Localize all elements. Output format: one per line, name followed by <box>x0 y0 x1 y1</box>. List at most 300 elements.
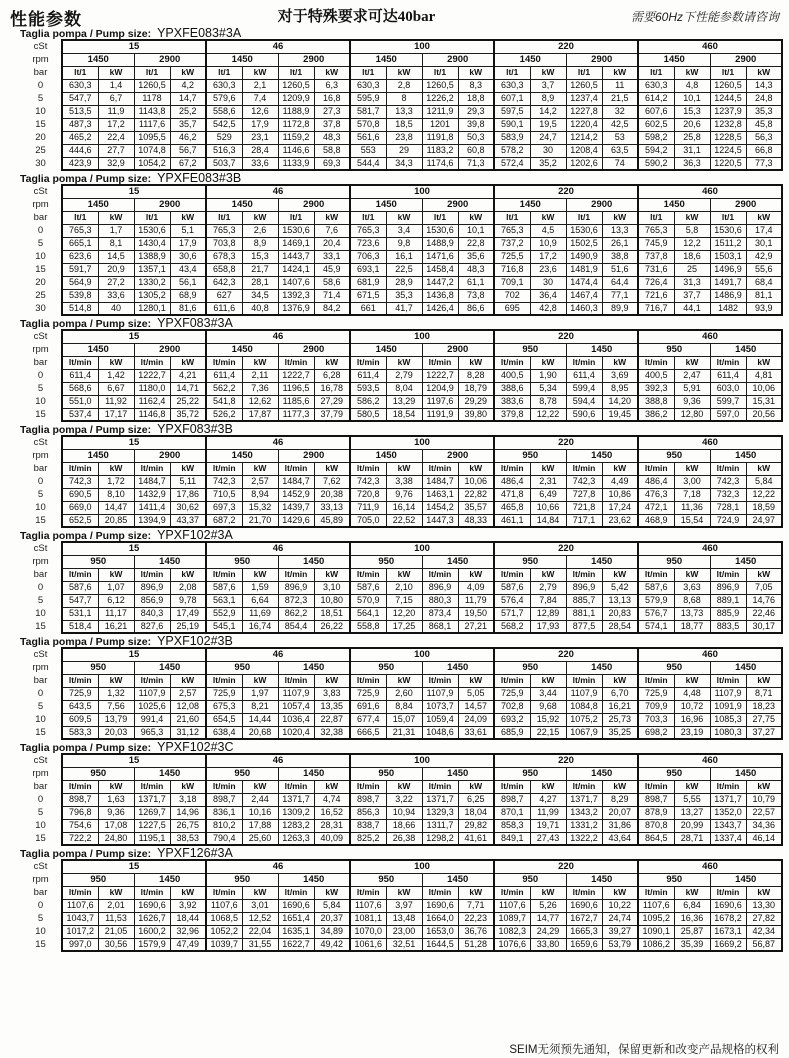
data-cell: 558,8 <box>350 620 386 633</box>
rpm-value: 1450 <box>134 661 206 674</box>
data-cell: 10,66 <box>530 501 566 514</box>
data-cell: 1080,3 <box>710 726 746 739</box>
data-cell: 593,5 <box>350 382 386 395</box>
data-cell: 6,12 <box>98 594 134 607</box>
data-cell: 5,84 <box>746 475 782 488</box>
data-cell: 1502,5 <box>566 237 602 250</box>
rpm-row <box>20 661 782 674</box>
power-unit-label: kW <box>170 462 206 475</box>
data-cell: 23,6 <box>530 263 566 276</box>
data-cell: 33,80 <box>530 938 566 951</box>
data-cell: 1226,2 <box>422 92 458 105</box>
data-cell: 31,1 <box>674 144 710 157</box>
data-row <box>20 395 782 408</box>
data-cell: 742,3 <box>566 475 602 488</box>
data-cell: 21,60 <box>170 713 206 726</box>
rpm-value: 950 <box>206 555 278 568</box>
data-cell: 710,5 <box>206 488 242 501</box>
rpm-value: 2900 <box>134 53 206 66</box>
data-cell: 568,2 <box>494 620 530 633</box>
units-row <box>20 886 782 899</box>
data-cell: 22,4 <box>98 131 134 144</box>
rpm-value: 1450 <box>566 343 638 356</box>
data-cell: 1503,1 <box>710 250 746 263</box>
data-cell: 18,8 <box>458 92 494 105</box>
rpm-value: 2900 <box>278 53 350 66</box>
units-row <box>20 462 782 475</box>
data-cell: 7,18 <box>674 488 710 501</box>
rpm-value: 1450 <box>422 873 494 886</box>
data-cell: 1467,4 <box>566 289 602 302</box>
data-cell: 531,1 <box>62 607 98 620</box>
power-unit-label: kW <box>170 780 206 793</box>
data-cell: 796,8 <box>62 806 98 819</box>
data-row <box>20 276 782 289</box>
power-unit-label: kW <box>242 66 278 79</box>
power-unit-label: kW <box>530 66 566 79</box>
data-cell: 630,3 <box>62 79 98 92</box>
cst-value: 46 <box>206 40 350 53</box>
data-cell: 476,3 <box>638 488 674 501</box>
rpm-value: 1450 <box>566 661 638 674</box>
data-cell: 539,8 <box>62 289 98 302</box>
data-cell: 1376,9 <box>278 302 314 315</box>
page-title: 性能参数 <box>10 10 82 29</box>
data-row <box>20 899 782 912</box>
data-cell: 10,1 <box>458 224 494 237</box>
data-cell: 13,3 <box>602 224 638 237</box>
data-cell: 579,9 <box>638 594 674 607</box>
data-cell: 2,31 <box>530 475 566 488</box>
power-unit-label: kW <box>386 780 422 793</box>
data-cell: 41,61 <box>458 832 494 845</box>
data-cell: 1482 <box>710 302 746 315</box>
data-cell: 1222,7 <box>134 369 170 382</box>
bar-side-label: bar <box>33 357 48 368</box>
data-cell: 20,9 <box>98 263 134 276</box>
flow-unit-label: lt/min <box>134 780 170 793</box>
data-cell: 590,1 <box>494 118 530 131</box>
data-cell: 1424,1 <box>278 263 314 276</box>
data-cell: 1107,6 <box>350 899 386 912</box>
data-cell: 8,10 <box>98 488 134 501</box>
data-cell: 3,92 <box>170 899 206 912</box>
data-cell: 18,44 <box>170 912 206 925</box>
rpm-value: 1450 <box>278 555 350 568</box>
cst-value: 220 <box>494 185 638 198</box>
flow-unit-label: lt/1 <box>206 211 242 224</box>
data-cell: 2,11 <box>242 369 278 382</box>
flow-unit-label: lt/min <box>422 886 458 899</box>
data-row <box>20 118 782 131</box>
data-row <box>20 289 782 302</box>
rpm-value: 1450 <box>134 767 206 780</box>
rpm-value: 1450 <box>206 53 278 66</box>
data-cell: 1228,5 <box>710 131 746 144</box>
cst-value: 460 <box>638 436 782 449</box>
bar-value: 5 <box>37 595 44 606</box>
data-cell: 25,22 <box>170 395 206 408</box>
data-cell: 15,31 <box>746 395 782 408</box>
data-cell: 13,30 <box>746 899 782 912</box>
bar-value: 10 <box>35 820 46 831</box>
rpm-value: 2900 <box>422 343 494 356</box>
data-cell: 1653,0 <box>422 925 458 938</box>
data-cell: 889,1 <box>710 594 746 607</box>
data-cell: 1191,8 <box>422 131 458 144</box>
rpm-value: 2900 <box>710 198 782 211</box>
data-cell: 4,2 <box>170 79 206 92</box>
data-cell: 1074,8 <box>134 144 170 157</box>
data-cell: 607,1 <box>494 92 530 105</box>
cst-row <box>20 185 782 198</box>
data-cell: 5,8 <box>674 224 710 237</box>
data-cell: 1690,6 <box>710 899 746 912</box>
data-cell: 587,6 <box>62 581 98 594</box>
data-cell: 1371,7 <box>422 793 458 806</box>
data-cell: 29,82 <box>458 819 494 832</box>
data-cell: 2,79 <box>530 581 566 594</box>
data-cell: 24,97 <box>746 514 782 527</box>
data-cell: 898,7 <box>494 793 530 806</box>
data-cell: 14,76 <box>746 594 782 607</box>
data-cell: 8,04 <box>386 382 422 395</box>
data-cell: 1183,2 <box>422 144 458 157</box>
power-unit-label: kW <box>530 568 566 581</box>
data-cell: 1407,6 <box>278 276 314 289</box>
data-cell: 1196,5 <box>278 382 314 395</box>
data-cell: 84,2 <box>314 302 350 315</box>
data-cell: 36,3 <box>674 157 710 170</box>
pump-size-label: Taglia pompa / Pump size: <box>20 636 152 648</box>
data-cell: 1474,4 <box>566 276 602 289</box>
power-unit-label: kW <box>386 568 422 581</box>
rpm-value: 1450 <box>566 873 638 886</box>
data-cell: 81,6 <box>170 302 206 315</box>
data-cell: 878,9 <box>638 806 674 819</box>
bar-value: 10 <box>35 396 46 407</box>
data-cell: 20,03 <box>98 726 134 739</box>
data-cell: 400,5 <box>638 369 674 382</box>
power-unit-label: kW <box>746 356 782 369</box>
data-cell: 3,4 <box>386 224 422 237</box>
power-unit-label: kW <box>386 356 422 369</box>
data-cell: 579,6 <box>206 92 242 105</box>
data-cell: 1208,4 <box>566 144 602 157</box>
rpm-value: 2900 <box>710 53 782 66</box>
data-cell: 864,5 <box>638 832 674 845</box>
power-unit-label: kW <box>98 674 134 687</box>
data-cell: 693,1 <box>350 263 386 276</box>
rpm-value: 1450 <box>62 53 134 66</box>
cst-side-label: cSt <box>33 186 48 197</box>
data-cell: 518,4 <box>62 620 98 633</box>
data-cell: 16,21 <box>602 700 638 713</box>
rpm-side-label: rpm <box>32 556 49 567</box>
power-unit-label: kW <box>458 462 494 475</box>
data-cell: 7,4 <box>242 92 278 105</box>
pump-table-title <box>20 27 783 39</box>
data-cell: 765,3 <box>638 224 674 237</box>
data-cell: 611,4 <box>350 369 386 382</box>
data-cell: 1043,7 <box>62 912 98 925</box>
power-unit-label: kW <box>530 780 566 793</box>
data-cell: 1084,8 <box>566 700 602 713</box>
flow-unit-label: lt/min <box>206 462 242 475</box>
data-cell: 17,93 <box>530 620 566 633</box>
data-row <box>20 144 782 157</box>
data-cell: 997,0 <box>62 938 98 951</box>
data-cell: 1331,2 <box>566 819 602 832</box>
data-cell: 711,9 <box>350 501 386 514</box>
data-cell: 5,91 <box>674 382 710 395</box>
data-cell: 706,3 <box>350 250 386 263</box>
data-cell: 472,1 <box>638 501 674 514</box>
data-cell: 46,2 <box>170 131 206 144</box>
bar-value: 5 <box>37 383 44 394</box>
data-cell: 1068,5 <box>206 912 242 925</box>
data-cell: 14,77 <box>530 912 566 925</box>
rpm-value: 1450 <box>350 343 422 356</box>
cst-value: 46 <box>206 436 350 449</box>
data-cell: 40,09 <box>314 832 350 845</box>
units-row <box>20 66 782 79</box>
rpm-value: 950 <box>638 873 710 886</box>
data-cell: 16,96 <box>674 713 710 726</box>
data-row <box>20 700 782 713</box>
data-cell: 732,3 <box>710 488 746 501</box>
cst-value: 220 <box>494 40 638 53</box>
rpm-value: 1450 <box>206 449 278 462</box>
data-cell: 529 <box>206 131 242 144</box>
data-row <box>20 687 782 700</box>
data-cell: 547,7 <box>62 594 98 607</box>
data-cell: 11,69 <box>242 607 278 620</box>
performance-table <box>20 541 783 634</box>
data-cell: 12,08 <box>170 700 206 713</box>
performance-table <box>20 435 783 528</box>
data-cell: 35,39 <box>674 938 710 951</box>
rpm-side-label: rpm <box>32 662 49 673</box>
data-cell: 22,04 <box>242 925 278 938</box>
data-cell: 526,2 <box>206 408 242 421</box>
data-cell: 468,9 <box>638 514 674 527</box>
data-cell: 1263,3 <box>278 832 314 845</box>
flow-unit-label: lt/min <box>638 356 674 369</box>
data-cell: 1579,9 <box>134 938 170 951</box>
data-cell: 30,56 <box>98 938 134 951</box>
data-cell: 10,1 <box>674 92 710 105</box>
data-cell: 28,54 <box>602 620 638 633</box>
data-cell: 709,9 <box>638 700 674 713</box>
data-cell: 1371,7 <box>566 793 602 806</box>
rpm-value: 1450 <box>134 873 206 886</box>
flow-unit-label: lt/min <box>350 674 386 687</box>
data-cell: 1076,6 <box>494 938 530 951</box>
data-row <box>20 607 782 620</box>
data-cell: 6,28 <box>314 369 350 382</box>
pump-table-title <box>20 317 783 329</box>
data-cell: 30,1 <box>746 237 782 250</box>
data-cell: 13,73 <box>674 607 710 620</box>
data-cell: 5,42 <box>602 581 638 594</box>
data-cell: 576,7 <box>638 607 674 620</box>
data-cell: 896,9 <box>278 581 314 594</box>
data-cell: 602,5 <box>638 118 674 131</box>
flow-unit-label: lt/min <box>62 462 98 475</box>
bar-value: 5 <box>37 807 44 818</box>
rpm-value: 950 <box>62 661 134 674</box>
data-cell: 7,56 <box>98 700 134 713</box>
bar-value: 5 <box>37 489 44 500</box>
pump-size-label: Taglia pompa / Pump size: <box>20 173 152 185</box>
data-cell: 856,9 <box>134 594 170 607</box>
data-cell: 6,84 <box>674 899 710 912</box>
cst-value: 46 <box>206 185 350 198</box>
data-cell: 47,49 <box>170 938 206 951</box>
data-cell: 2,10 <box>386 581 422 594</box>
cst-value: 100 <box>350 860 494 873</box>
data-cell: 21,05 <box>98 925 134 938</box>
data-cell: 486,4 <box>638 475 674 488</box>
data-cell: 1690,6 <box>134 899 170 912</box>
rpm-row <box>20 873 782 886</box>
data-cell: 1237,4 <box>566 92 602 105</box>
data-cell: 1232,8 <box>710 118 746 131</box>
data-cell: 1025,6 <box>134 700 170 713</box>
data-cell: 400,5 <box>494 369 530 382</box>
flow-unit-label: lt/1 <box>638 66 674 79</box>
data-cell: 471,8 <box>494 488 530 501</box>
flow-unit-label: lt/1 <box>494 66 530 79</box>
pump-model: YPXFE083#3B <box>157 171 242 185</box>
data-cell: 15,92 <box>530 713 566 726</box>
bar-value: 0 <box>37 688 44 699</box>
pump-model: YPXF102#3A <box>157 528 233 542</box>
data-cell: 18,79 <box>458 382 494 395</box>
bar-value: 10 <box>35 502 46 513</box>
data-cell: 1091,9 <box>710 700 746 713</box>
data-cell: 19,50 <box>458 607 494 620</box>
data-cell: 5,34 <box>530 382 566 395</box>
data-cell: 11,9 <box>98 105 134 118</box>
data-cell: 547,7 <box>62 92 98 105</box>
data-cell: 465,2 <box>62 131 98 144</box>
cst-value: 460 <box>638 860 782 873</box>
rpm-value: 950 <box>494 449 566 462</box>
data-cell: 1146,6 <box>278 144 314 157</box>
power-unit-label: kW <box>314 674 350 687</box>
bar-value: 10 <box>35 106 46 117</box>
data-cell: 687,2 <box>206 514 242 527</box>
data-cell: 17,49 <box>170 607 206 620</box>
data-cell: 754,6 <box>62 819 98 832</box>
data-cell: 48,33 <box>458 514 494 527</box>
data-cell: 991,4 <box>134 713 170 726</box>
data-cell: 898,7 <box>62 793 98 806</box>
data-cell: 885,9 <box>710 607 746 620</box>
data-row <box>20 237 782 250</box>
bar-value: 20 <box>35 277 46 288</box>
rpm-value: 2900 <box>278 343 350 356</box>
data-cell: 10,86 <box>602 488 638 501</box>
flow-unit-label: lt/min <box>278 780 314 793</box>
data-cell: 725,9 <box>638 687 674 700</box>
cst-value: 15 <box>62 542 206 555</box>
data-cell: 1244,5 <box>710 92 746 105</box>
data-cell: 10,06 <box>746 382 782 395</box>
cst-value: 15 <box>62 648 206 661</box>
power-unit-label: kW <box>458 674 494 687</box>
data-cell: 31,3 <box>674 276 710 289</box>
power-unit-label: kW <box>746 66 782 79</box>
data-cell: 1089,7 <box>494 912 530 925</box>
flow-unit-label: lt/min <box>62 780 98 793</box>
data-cell: 709,1 <box>494 276 530 289</box>
data-cell: 35,57 <box>458 501 494 514</box>
data-cell: 9,8 <box>386 237 422 250</box>
bar-value: 0 <box>37 370 44 381</box>
pump-table-block <box>20 423 783 528</box>
data-cell: 1180,0 <box>134 382 170 395</box>
data-cell: 24,8 <box>746 92 782 105</box>
flow-unit-label: lt/min <box>62 356 98 369</box>
rpm-side-label: rpm <box>32 54 49 65</box>
power-unit-label: kW <box>242 886 278 899</box>
rpm-value: 1450 <box>566 767 638 780</box>
power-unit-label: kW <box>98 66 134 79</box>
data-cell: 765,3 <box>206 224 242 237</box>
data-cell: 16,74 <box>242 620 278 633</box>
data-cell: 611,4 <box>566 369 602 382</box>
data-cell: 31,55 <box>242 938 278 951</box>
cst-value: 100 <box>350 40 494 53</box>
cst-value: 46 <box>206 754 350 767</box>
data-cell: 29 <box>386 144 422 157</box>
data-cell: 21,31 <box>386 726 422 739</box>
data-cell: 862,2 <box>278 607 314 620</box>
data-row <box>20 581 782 594</box>
rpm-value: 1450 <box>422 555 494 568</box>
cst-value: 15 <box>62 330 206 343</box>
data-cell: 49,42 <box>314 938 350 951</box>
data-cell: 37,27 <box>746 726 782 739</box>
pump-size-label: Taglia pompa / Pump size: <box>20 318 152 330</box>
cst-side-label: cSt <box>33 649 48 660</box>
data-cell: 14,84 <box>530 514 566 527</box>
rpm-value: 950 <box>638 449 710 462</box>
power-unit-label: kW <box>602 674 638 687</box>
rpm-value: 950 <box>350 661 422 674</box>
data-cell: 1309,2 <box>278 806 314 819</box>
data-cell: 1343,7 <box>710 819 746 832</box>
data-cell: 587,6 <box>206 581 242 594</box>
data-cell: 898,7 <box>206 793 242 806</box>
data-cell: 1484,7 <box>422 475 458 488</box>
rpm-value: 950 <box>62 873 134 886</box>
data-cell: 1107,6 <box>638 899 674 912</box>
power-unit-label: kW <box>458 211 494 224</box>
data-cell: 722,2 <box>62 832 98 845</box>
pump-table-block <box>20 27 783 171</box>
power-unit-label: kW <box>746 462 782 475</box>
flow-unit-label: lt/min <box>350 462 386 475</box>
data-cell: 37,7 <box>674 289 710 302</box>
pump-table-block <box>20 172 783 316</box>
rpm-value: 1450 <box>566 449 638 462</box>
cst-side-label: cSt <box>33 41 48 52</box>
data-cell: 3,18 <box>170 793 206 806</box>
